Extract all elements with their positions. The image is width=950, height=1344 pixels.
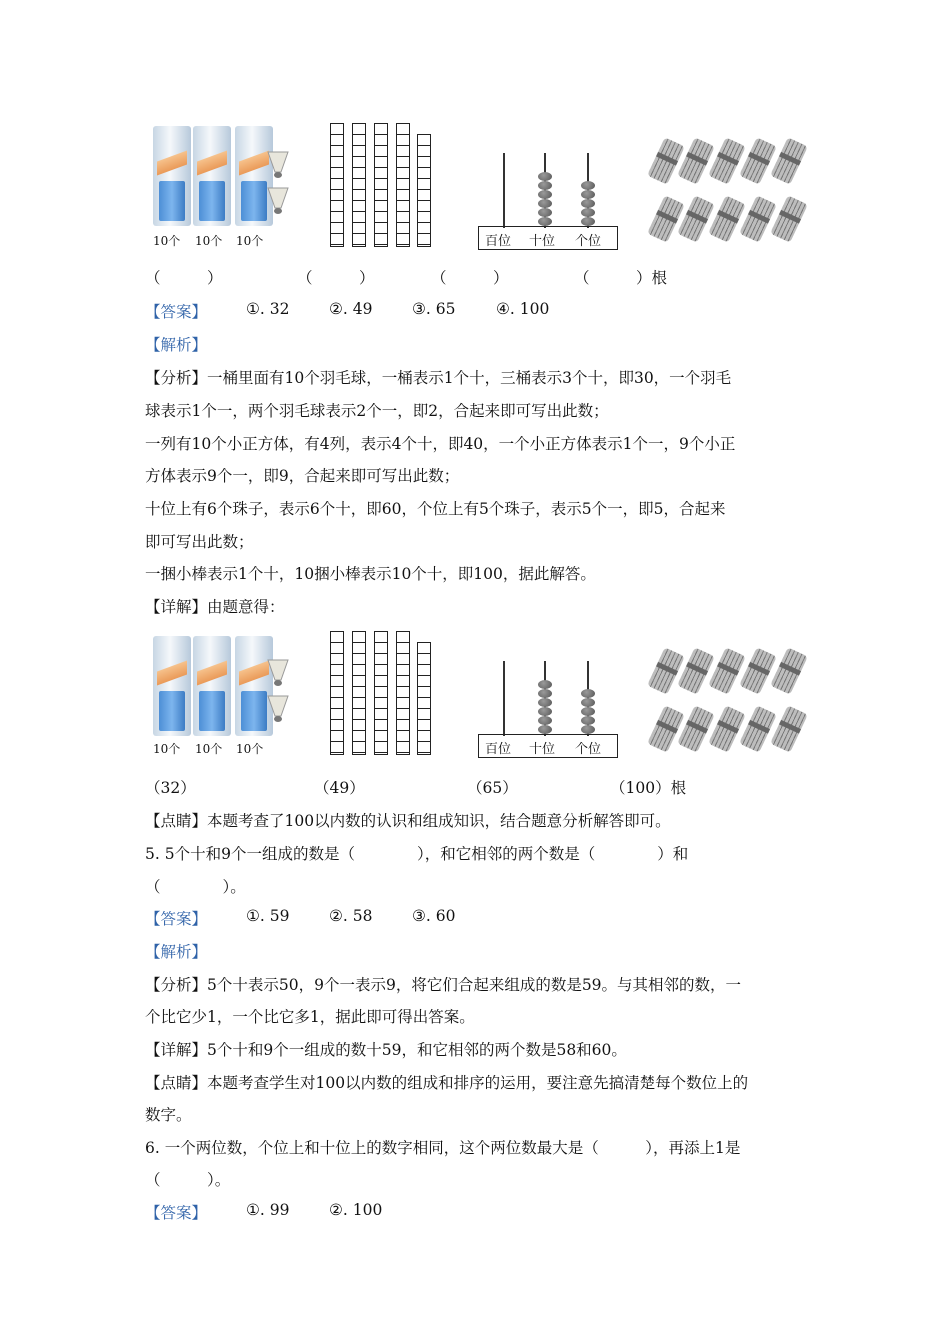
abacus-bead: [538, 680, 552, 689]
dianjing-line: 【点睛】本题考查学生对100以内数的组成和排序的运用，要注意先搞清楚每个数位上的: [145, 1074, 749, 1092]
stick-bundle: [647, 137, 685, 184]
cube-column: [352, 631, 366, 755]
cube-column: [374, 631, 388, 755]
blank: （ ）: [297, 269, 375, 287]
cube-column: [352, 123, 366, 247]
q5-question: 5. 5个十和9个一组成的数是（ ），和它相邻的两个数是（ ）和: [145, 845, 689, 863]
dianjing-line: 【点睛】本题考查了100以内数的认识和组成知识，结合题意分析解答即可。: [145, 812, 671, 830]
abacus-bead: [538, 199, 552, 208]
q6-question: （ ）。: [145, 1171, 231, 1189]
figure-detail: [145, 628, 815, 763]
answer-tag: 【答案】: [145, 910, 208, 928]
stick-bundle: [739, 705, 777, 752]
abacus-bead: [581, 689, 595, 698]
tube-count-label: 10个: [195, 234, 223, 248]
tube-count-label: 10个: [153, 742, 181, 756]
abacus-bead: [538, 217, 552, 226]
cube-column: [396, 123, 410, 247]
abacus-bead: [538, 707, 552, 716]
stick-bundle: [677, 195, 715, 242]
answer-item: ①. 99: [246, 1201, 290, 1219]
fenxi-line: 方体表示9个一，即9，合起来即可写出此数；: [145, 467, 460, 485]
stick-bundle: [677, 647, 715, 694]
xiangjie-line: 【详解】5个十和9个一组成的数十59，和它相邻的两个数是58和60。: [145, 1041, 627, 1059]
abacus-base: 百位 十位 个位: [478, 226, 618, 250]
stick-bundle: [647, 195, 685, 242]
tube-count-label: 10个: [153, 234, 181, 248]
stick-bundle: [770, 705, 808, 752]
abacus-bead: [538, 172, 552, 181]
figure-top: [145, 118, 815, 253]
fenxi-line: 即可写出此数；: [145, 533, 254, 551]
answer-tag: 【答案】: [145, 1204, 208, 1222]
stick-bundle: [708, 195, 746, 242]
abacus-bead: [538, 716, 552, 725]
blank: （ ）: [431, 269, 509, 287]
cube-column: [330, 123, 344, 247]
fenxi-line: 球表示1个一，两个羽毛球表示2个一，即2，合起来即可写出此数；: [145, 402, 609, 420]
stick-bundle: [739, 647, 777, 694]
abacus-base: 百位 十位 个位: [478, 734, 618, 758]
answer-item: ④. 100: [496, 300, 550, 318]
answer-item: ③. 60: [412, 907, 456, 925]
blank: （ ）: [145, 269, 223, 287]
cube-column-partial: [417, 642, 431, 755]
stick-bundle: [770, 647, 808, 694]
answer-item: ①. 32: [246, 300, 290, 318]
stick-bundle: [708, 137, 746, 184]
shuttlecock-tube-1: [153, 636, 191, 736]
shuttlecock-tube-2: [193, 636, 231, 736]
q5-question: （ ）。: [145, 878, 246, 896]
abacus-bead: [538, 181, 552, 190]
fenxi-line: 个比它少1，一个比它多1，据此即可得出答案。: [145, 1008, 475, 1026]
answer-item: ②. 58: [329, 907, 373, 925]
abacus-bead: [538, 190, 552, 199]
cube-column: [374, 123, 388, 247]
answer-tag: 【答案】: [145, 303, 208, 321]
abacus-bead: [581, 199, 595, 208]
result: （100）根: [610, 779, 687, 797]
blank: （ ）根: [574, 269, 668, 287]
abacus-bead: [581, 707, 595, 716]
abacus-bead: [538, 689, 552, 698]
stick-bundle: [739, 137, 777, 184]
abacus: [478, 148, 618, 250]
tube-count-label: 10个: [195, 742, 223, 756]
answer-item: ②. 100: [329, 1201, 383, 1219]
abacus: [478, 656, 618, 758]
tube-count-label: 10个: [236, 742, 264, 756]
shuttlecock-icon: [265, 150, 291, 220]
stick-bundle: [677, 705, 715, 752]
stick-bundle: [677, 137, 715, 184]
abacus-bead: [581, 181, 595, 190]
stick-bundle: [708, 705, 746, 752]
shuttlecock-icon: [265, 658, 291, 728]
stick-bundle: [770, 195, 808, 242]
result: （49）: [314, 779, 365, 797]
answer-item: ③. 65: [412, 300, 456, 318]
dianjing-line: 数字。: [145, 1106, 192, 1124]
answer-item: ②. 49: [329, 300, 373, 318]
abacus-bead: [538, 725, 552, 734]
cube-column: [330, 631, 344, 755]
fenxi-line: 一列有10个小正方体，有4列，表示4个十，即40，一个小正方体表示1个一，9个小正: [145, 435, 736, 453]
cube-column: [396, 631, 410, 755]
result: （32）: [145, 779, 196, 797]
shuttlecock-tube-2: [193, 126, 231, 226]
stick-bundle: [770, 137, 808, 184]
abacus-bead: [581, 698, 595, 707]
fenxi-line: 【分析】5个十表示50，9个一表示9，将它们合起来组成的数是59。与其相邻的数，一: [145, 976, 742, 994]
stick-bundle: [647, 705, 685, 752]
abacus-bead: [581, 208, 595, 217]
jiexi-tag: 【解析】: [145, 943, 208, 961]
fenxi-line: 一捆小棒表示1个十，10捆小棒表示10个十，即100，据此解答。: [145, 565, 596, 583]
stick-bundle: [708, 647, 746, 694]
answer-item: ①. 59: [246, 907, 290, 925]
abacus-bead: [581, 725, 595, 734]
abacus-bead: [581, 716, 595, 725]
fenxi-line: 十位上有6个珠子，表示6个十，即60，个位上有5个珠子，表示5个一，即5，合起来: [145, 500, 726, 518]
q6-question: 6. 一个两位数，个位上和十位上的数字相同，这个两位数最大是（ ），再添上1是: [145, 1139, 741, 1157]
result: （65）: [467, 779, 518, 797]
stick-bundle: [647, 647, 685, 694]
cube-column-partial: [417, 134, 431, 247]
tube-count-label: 10个: [236, 234, 264, 248]
abacus-bead: [581, 217, 595, 226]
abacus-bead: [581, 190, 595, 199]
xiangjie-line: 【详解】由题意得：: [145, 598, 285, 616]
stick-bundle: [739, 195, 777, 242]
abacus-bead: [538, 698, 552, 707]
shuttlecock-tube-1: [153, 126, 191, 226]
jiexi-tag: 【解析】: [145, 336, 208, 354]
abacus-bead: [538, 208, 552, 217]
fenxi-line: 【分析】一桶里面有10个羽毛球，一桶表示1个十，三桶表示3个十，即30，一个羽毛: [145, 369, 732, 387]
